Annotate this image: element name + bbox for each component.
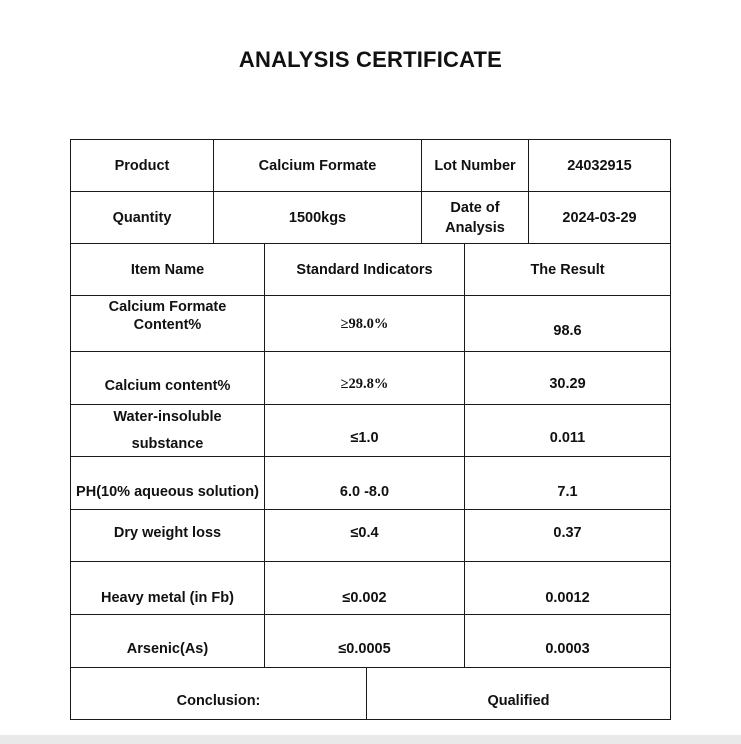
page-bottom-edge [0, 735, 741, 744]
table-row-result: 30.29 [549, 376, 586, 392]
quantity-value: 1500kgs [288, 209, 347, 226]
product-value: Calcium Formate [258, 157, 377, 174]
date-label-line1: Date of [450, 199, 500, 216]
table-row-item [71, 405, 264, 456]
table-row-result: 98.6 [553, 323, 582, 339]
column-header-result: The Result [530, 261, 605, 278]
item-line1: Calcium Formate [108, 299, 227, 315]
table-row-standard: ≤1.0 [350, 430, 379, 446]
table-row-item: PH(10% aqueous solution) [76, 484, 259, 500]
lot-number-value: 24032915 [567, 157, 632, 174]
table-row-result: 7.1 [557, 484, 578, 500]
item-line2: Content% [133, 317, 202, 333]
date-value: 2024-03-29 [562, 209, 637, 226]
table-row-standard: 6.0 -8.0 [339, 484, 390, 500]
table-line [670, 139, 671, 720]
table-row-standard: ≤0.0005 [338, 641, 391, 657]
table-row-result: 0.37 [553, 525, 582, 541]
item-line1: Water-insoluble [113, 408, 222, 425]
table-row-standard: ≥29.8% [340, 376, 389, 392]
table-row-item: Calcium content% [104, 378, 231, 394]
quantity-label: Quantity [112, 209, 172, 226]
conclusion-value: Qualified [487, 693, 550, 709]
date-label [422, 192, 528, 243]
table-row-item: Dry weight loss [113, 525, 222, 541]
table-row-result: 0.0012 [545, 590, 590, 606]
conclusion-label: Conclusion: [176, 693, 261, 709]
table-row-item: Arsenic(As) [126, 641, 209, 657]
column-header-item: Item Name [130, 261, 205, 278]
page-title: ANALYSIS CERTIFICATE [238, 47, 503, 72]
table-row-result: 0.0003 [545, 641, 590, 657]
product-label: Product [114, 157, 170, 174]
column-header-standard: Standard Indicators [296, 261, 433, 278]
table-row-item: Heavy metal (in Fb) [101, 590, 234, 606]
table-row-result: 0.011 [549, 430, 586, 446]
table-row-standard: ≥98.0% [340, 316, 389, 332]
table-line [70, 719, 671, 720]
item-line2: substance [131, 435, 204, 452]
table-row-standard: ≤0.4 [350, 525, 379, 541]
table-row-item [71, 296, 264, 344]
lot-number-label: Lot Number [434, 157, 516, 174]
table-row-standard: ≤0.002 [342, 590, 387, 606]
date-label-line2: Analysis [445, 219, 505, 236]
